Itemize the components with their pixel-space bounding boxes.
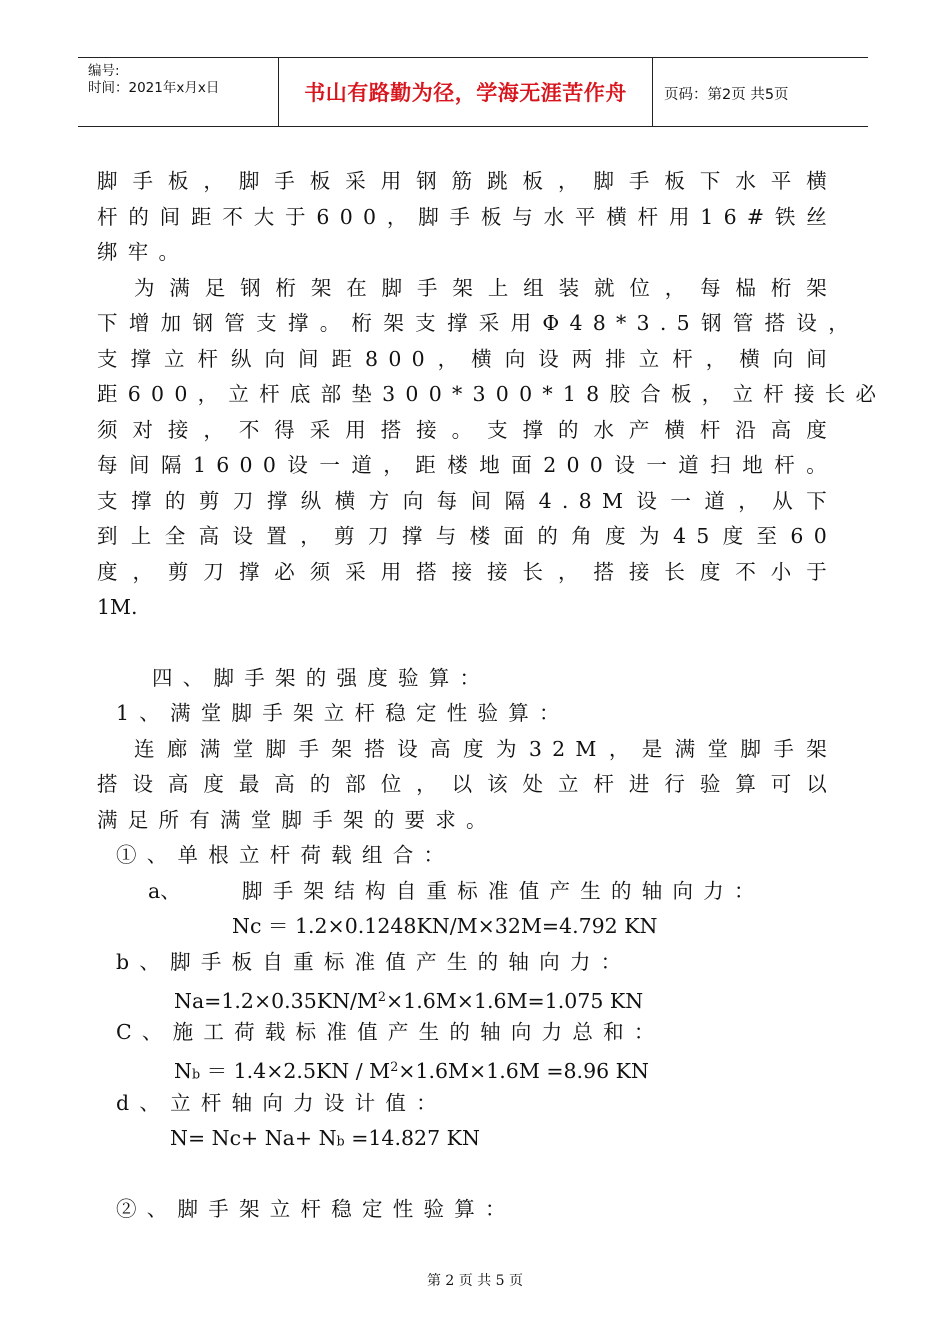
body-line: 须对接，不得采用搭接。支撑的水产横杆沿高度 — [97, 418, 837, 442]
body-line: 支撑立杆纵向间距800，横向设两排立杆，横向间 — [97, 347, 837, 371]
body-line: 度，剪刀撑必须采用搭接接长，搭接长度不小于 — [97, 560, 837, 584]
document-number-label: 编号: — [88, 63, 120, 79]
item-heading: b、脚手板自重标准值产生的轴向力： — [116, 950, 632, 974]
header-meta-cell — [78, 58, 279, 126]
formula: Nc ＝ 1.2×0.1248KN/M×32M=4.792 KN — [232, 914, 658, 938]
item-heading: C、施工荷载标准值产生的轴向力总和： — [116, 1020, 665, 1044]
header-page-info: 页码：第2页 共5页 — [664, 87, 789, 103]
document-time-label: 时间：2021年x月x日 — [88, 80, 220, 96]
body-line: 杆的间距不大于600，脚手板与水平横杆用16#铁丝 — [97, 205, 837, 229]
item-label: a、 — [148, 879, 181, 903]
section-heading: 四、脚手架的强度验算： — [152, 666, 491, 690]
header-slogan: 书山有路勤为径，学海无涯苦作舟 — [279, 58, 653, 126]
body-line: 脚手板，脚手板采用钢筋跳板，脚手板下水平横 — [97, 169, 837, 193]
body-line: 连廊满堂脚手架搭设高度为32M，是满堂脚手架 — [134, 737, 837, 761]
body-line: 绑牢。 — [97, 240, 190, 264]
body-line: 满足所有满堂脚手架的要求。 — [97, 808, 497, 832]
body-line: 到上全高设置，剪刀撑与楼面的角度为45度至60 — [97, 524, 837, 548]
formula: $Nb = 1.4\times 2.5KN / M^2\times 1.6M\times 1.6M =8.96$ KN — [174, 1058, 649, 1083]
body-line: 距600，立杆底部垫300*300*18胶合板，立杆接长必 — [97, 382, 887, 406]
subsection-heading: 1、满堂脚手架立杆稳定性验算： — [116, 701, 570, 725]
body-line: 下增加钢管支撑。桁架支撑采用Φ48*3.5钢管搭设， — [97, 311, 859, 335]
body-line: 为满足钢桁架在脚手架上组装就位，每榀桁架 — [134, 276, 837, 300]
page-footer: 第 2 页 共 5 页 — [426, 1273, 524, 1289]
item-heading: ①、单根立杆荷载组合： — [116, 843, 455, 867]
formula: N= Nc+ Na+ Nb =14.827 KN — [170, 1126, 480, 1150]
body-line: 1M. — [97, 595, 138, 619]
formula: $Na=1.2\times 0.35KN/M^2\times 1.6M\times 1.6M=1.075$ KN — [174, 988, 644, 1013]
item-text: 脚手架结构自重标准值产生的轴向力： — [242, 879, 765, 903]
page-header — [78, 57, 868, 127]
item-heading: ②、脚手架立杆稳定性验算： — [116, 1197, 516, 1221]
body-line: 搭设高度最高的部位，以该处立杆进行验算可以 — [97, 772, 837, 796]
item-heading: d、立杆轴向力设计值： — [116, 1091, 447, 1115]
body-line: 支撑的剪刀撑纵横方向每间隔4.8M设一道，从下 — [97, 489, 837, 513]
body-line: 每间隔1600设一道，距楼地面200设一道扫地杆。 — [97, 453, 837, 477]
